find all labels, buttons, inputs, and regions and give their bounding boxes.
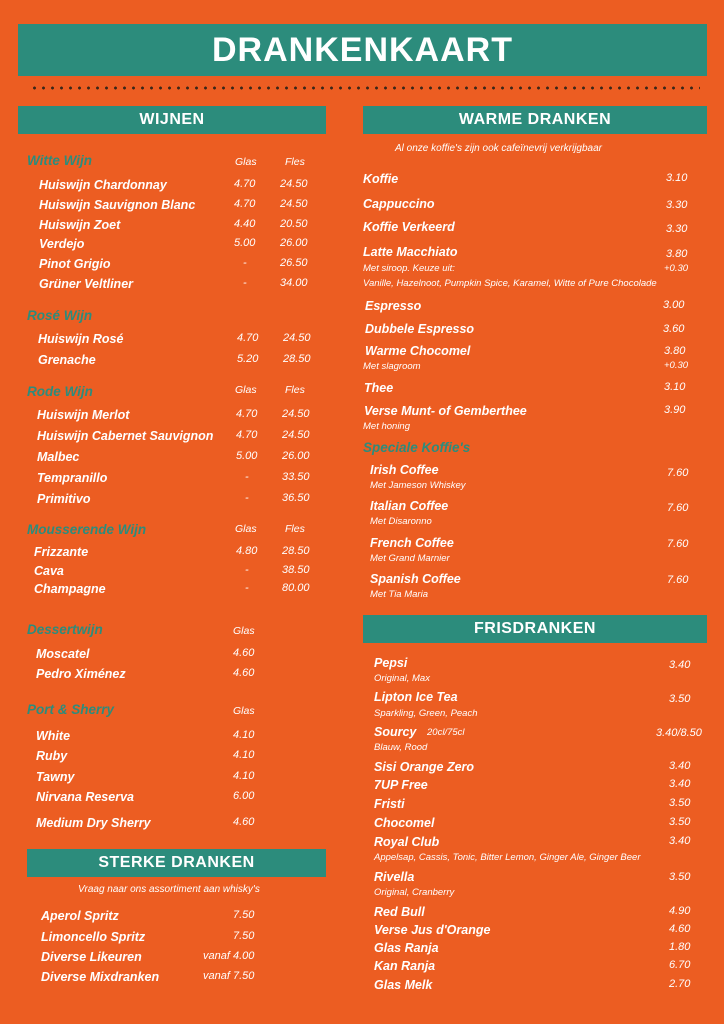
menu-item-name: Dubbele Espresso: [365, 322, 475, 336]
price-glas: 4.10: [233, 729, 255, 741]
menu-item-name: Huiswijn Sauvignon Blanc: [39, 198, 196, 212]
price: 3.90: [664, 404, 686, 416]
menu-item-name: Glas Melk: [374, 978, 433, 992]
price-glas: 5.20: [237, 353, 259, 365]
menu-item-name: Chocomel: [374, 816, 435, 830]
menu-item-name: Warme Chocomel: [365, 344, 471, 358]
menu-item-name: Lipton Ice Tea: [374, 690, 458, 704]
column-header-fles: Fles: [285, 384, 305, 396]
price: 3.40: [669, 760, 691, 772]
price: 7.50: [233, 909, 255, 921]
price-fles: 24.50: [283, 332, 311, 344]
price: 4.90: [669, 905, 691, 917]
price-glas: 5.00: [236, 450, 258, 462]
size-label: 20cl/75cl: [427, 727, 465, 738]
price-fles: 24.50: [280, 178, 308, 190]
price-glas: -: [245, 492, 249, 504]
column-header-glas: Glas: [233, 625, 255, 637]
price: 3.40: [669, 778, 691, 790]
price: 3.50: [669, 797, 691, 809]
category-rode-wijn: Rode Wijn: [27, 384, 93, 399]
category-speciale-koffies: Speciale Koffie's: [363, 440, 471, 455]
item-subtext: Met slagroom: [363, 361, 421, 372]
price-fles: 36.50: [282, 492, 310, 504]
price-glas: 4.60: [233, 816, 255, 828]
price-glas: 4.40: [234, 218, 256, 230]
price: vanaf 7.50: [203, 970, 255, 982]
price: 6.70: [669, 959, 691, 971]
menu-item-name: Grenache: [38, 353, 96, 367]
menu-item-name: Glas Ranja: [374, 941, 439, 955]
menu-item-name: Verse Jus d'Orange: [374, 923, 491, 937]
price: 1.80: [669, 941, 691, 953]
price: 3.30: [666, 199, 688, 211]
menu-item-name: Huiswijn Zoet: [39, 218, 121, 232]
price: 3.50: [669, 693, 691, 705]
price-glas: 4.70: [234, 198, 256, 210]
price: 3.40: [669, 835, 691, 847]
sterke-dranken-heading: STERKE DRANKEN: [27, 849, 326, 877]
menu-title: DRANKENKAART: [18, 24, 707, 76]
price-glas: -: [245, 471, 249, 483]
price: 4.60: [669, 923, 691, 935]
price: 3.40/8.50: [656, 727, 702, 739]
menu-item-name: Cappuccino: [363, 197, 435, 211]
price: 7.60: [667, 574, 689, 586]
price: 7.60: [667, 502, 689, 514]
frisdranken-heading: FRISDRANKEN: [363, 615, 707, 643]
category-dessertwijn: Dessertwijn: [27, 622, 103, 637]
category-mousserende-wijn: Mousserende Wijn: [27, 522, 147, 537]
item-subtext: Met Grand Marnier: [370, 553, 450, 564]
menu-item-name: Ruby: [36, 749, 68, 763]
price-glas: 4.60: [233, 667, 255, 679]
menu-item-name: Red Bull: [374, 905, 425, 919]
price: 3.50: [669, 816, 691, 828]
column-header-glas: Glas: [235, 523, 257, 535]
menu-item-name: Verse Munt- of Gemberthee: [364, 404, 527, 418]
price-fles: 38.50: [282, 564, 310, 576]
price-glas: 4.70: [237, 332, 259, 344]
price-fles: 24.50: [282, 408, 310, 420]
menu-item-name: Thee: [364, 381, 394, 395]
menu-item-name: Spanish Coffee: [370, 572, 461, 586]
menu-item-name: Koffie: [363, 172, 399, 186]
menu-item-name: White: [36, 729, 71, 743]
menu-item-name: Aperol Spritz: [41, 909, 119, 923]
item-subtext: Appelsap, Cassis, Tonic, Bitter Lemon, Ginger Ale, Ginger Beer: [374, 852, 641, 863]
price: 3.50: [669, 871, 691, 883]
menu-item-name: Medium Dry Sherry: [36, 816, 151, 830]
menu-item-name: Italian Coffee: [370, 499, 449, 513]
price-glas: 4.70: [236, 408, 258, 420]
menu-item-name: Sisi Orange Zero: [374, 760, 475, 774]
menu-item-name: Frizzante: [34, 545, 89, 559]
extra-price: +0.30: [664, 263, 689, 274]
menu-item-name: Verdejo: [39, 237, 85, 251]
menu-item-name: Pedro Ximénez: [36, 667, 126, 681]
item-subtext: Met honing: [363, 421, 411, 432]
price: 7.50: [233, 930, 255, 942]
menu-item-name: Tawny: [36, 770, 75, 784]
item-subtext: Original, Cranberry: [374, 887, 455, 898]
menu-item-name: Koffie Verkeerd: [363, 220, 455, 234]
item-subtext: Original, Max: [374, 673, 430, 684]
price-fles: 26.50: [280, 257, 308, 269]
menu-item-name: Kan Ranja: [374, 959, 436, 973]
category-port-sherry: Port & Sherry: [27, 702, 115, 717]
price: 3.30: [666, 223, 688, 235]
price: vanaf 4.00: [203, 950, 255, 962]
wijnen-heading: WIJNEN: [18, 106, 326, 134]
menu-item-name: Grüner Veltliner: [39, 277, 134, 291]
menu-item-name: Moscatel: [36, 647, 90, 661]
menu-item-name: Irish Coffee: [370, 463, 439, 477]
price: 3.00: [663, 299, 685, 311]
menu-item-name: Malbec: [37, 450, 80, 464]
menu-item-name: Huiswijn Chardonnay: [39, 178, 167, 192]
price: 3.80: [664, 345, 686, 357]
column-header-glas: Glas: [233, 705, 255, 717]
price-glas: 4.10: [233, 749, 255, 761]
column-header-fles: Fles: [285, 523, 305, 535]
price: 3.40: [669, 659, 691, 671]
price-fles: 28.50: [282, 545, 310, 557]
item-subtext: Met Disaronno: [370, 516, 432, 527]
price-fles: 24.50: [282, 429, 310, 441]
menu-item-name: Diverse Mixdranken: [41, 970, 160, 984]
menu-item-name: Pinot Grigio: [39, 257, 111, 271]
menu-item-name: Cava: [34, 564, 64, 578]
category-rose-wijn: Rosé Wijn: [27, 308, 93, 323]
price-glas: 4.60: [233, 647, 255, 659]
item-subtext: Sparkling, Green, Peach: [374, 708, 478, 719]
price-glas: -: [243, 277, 247, 289]
price-glas: 4.80: [236, 545, 258, 557]
item-subtext: Met Jameson Whiskey: [370, 480, 466, 491]
whisky-note: Vraag naar ons assortiment aan whisky's: [78, 884, 260, 895]
price-fles: 34.00: [280, 277, 308, 289]
cafeinevrij-note: Al onze koffie's zijn ook cafeïnevrij verkrijgbaar: [395, 143, 603, 154]
price: 7.60: [667, 538, 689, 550]
price-fles: 28.50: [283, 353, 311, 365]
column-header-glas: Glas: [235, 156, 257, 168]
category-witte-wijn: Witte Wijn: [27, 153, 92, 168]
menu-item-name: Champagne: [34, 582, 106, 596]
menu-item-name: Sourcy: [374, 725, 417, 739]
menu-item-name: Latte Macchiato: [363, 245, 458, 259]
price-fles: 80.00: [282, 582, 310, 594]
menu-item-name: Huiswijn Cabernet Sauvignon: [37, 429, 214, 443]
menu-item-name: Nirvana Reserva: [36, 790, 134, 804]
item-subtext: Vanille, Hazelnoot, Pumpkin Spice, Karamel, Witte of Pure Chocolade: [363, 278, 657, 289]
price-fles: 33.50: [282, 471, 310, 483]
price-fles: 24.50: [280, 198, 308, 210]
column-header-glas: Glas: [235, 384, 257, 396]
menu-item-name: Fristi: [374, 797, 405, 811]
price: 3.10: [664, 381, 686, 393]
price: 3.10: [666, 172, 688, 184]
menu-item-name: Diverse Likeuren: [41, 950, 142, 964]
menu-item-name: 7UP Free: [374, 778, 428, 792]
price-glas: 6.00: [233, 790, 255, 802]
price-fles: 26.00: [282, 450, 310, 462]
menu-item-name: Espresso: [365, 299, 422, 313]
menu-item-name: Rivella: [374, 870, 415, 884]
price-glas: 4.10: [233, 770, 255, 782]
menu-item-name: French Coffee: [370, 536, 454, 550]
item-subtext: Met siroop. Keuze uit:: [363, 263, 455, 274]
price-glas: 4.70: [236, 429, 258, 441]
dotted-divider: [30, 86, 700, 90]
price: 7.60: [667, 467, 689, 479]
menu-item-name: Huiswijn Rosé: [38, 332, 124, 346]
price-glas: -: [243, 257, 247, 269]
price-fles: 26.00: [280, 237, 308, 249]
extra-price: +0.30: [664, 360, 689, 371]
price-glas: 5.00: [234, 237, 256, 249]
item-subtext: Blauw, Rood: [374, 742, 428, 753]
menu-item-name: Primitivo: [37, 492, 91, 506]
menu-item-name: Tempranillo: [37, 471, 108, 485]
price-fles: 20.50: [280, 218, 308, 230]
item-subtext: Met Tia Maria: [370, 589, 428, 600]
warme-dranken-heading: WARME DRANKEN: [363, 106, 707, 134]
menu-item-name: Limoncello Spritz: [41, 930, 146, 944]
price: 2.70: [669, 978, 691, 990]
menu-item-name: Royal Club: [374, 835, 440, 849]
price-glas: -: [245, 582, 249, 594]
menu-item-name: Pepsi: [374, 656, 408, 670]
price-glas: -: [245, 564, 249, 576]
column-header-fles: Fles: [285, 156, 305, 168]
menu-item-name: Huiswijn Merlot: [37, 408, 130, 422]
price: 3.80: [666, 248, 688, 260]
price-glas: 4.70: [234, 178, 256, 190]
price: 3.60: [663, 323, 685, 335]
